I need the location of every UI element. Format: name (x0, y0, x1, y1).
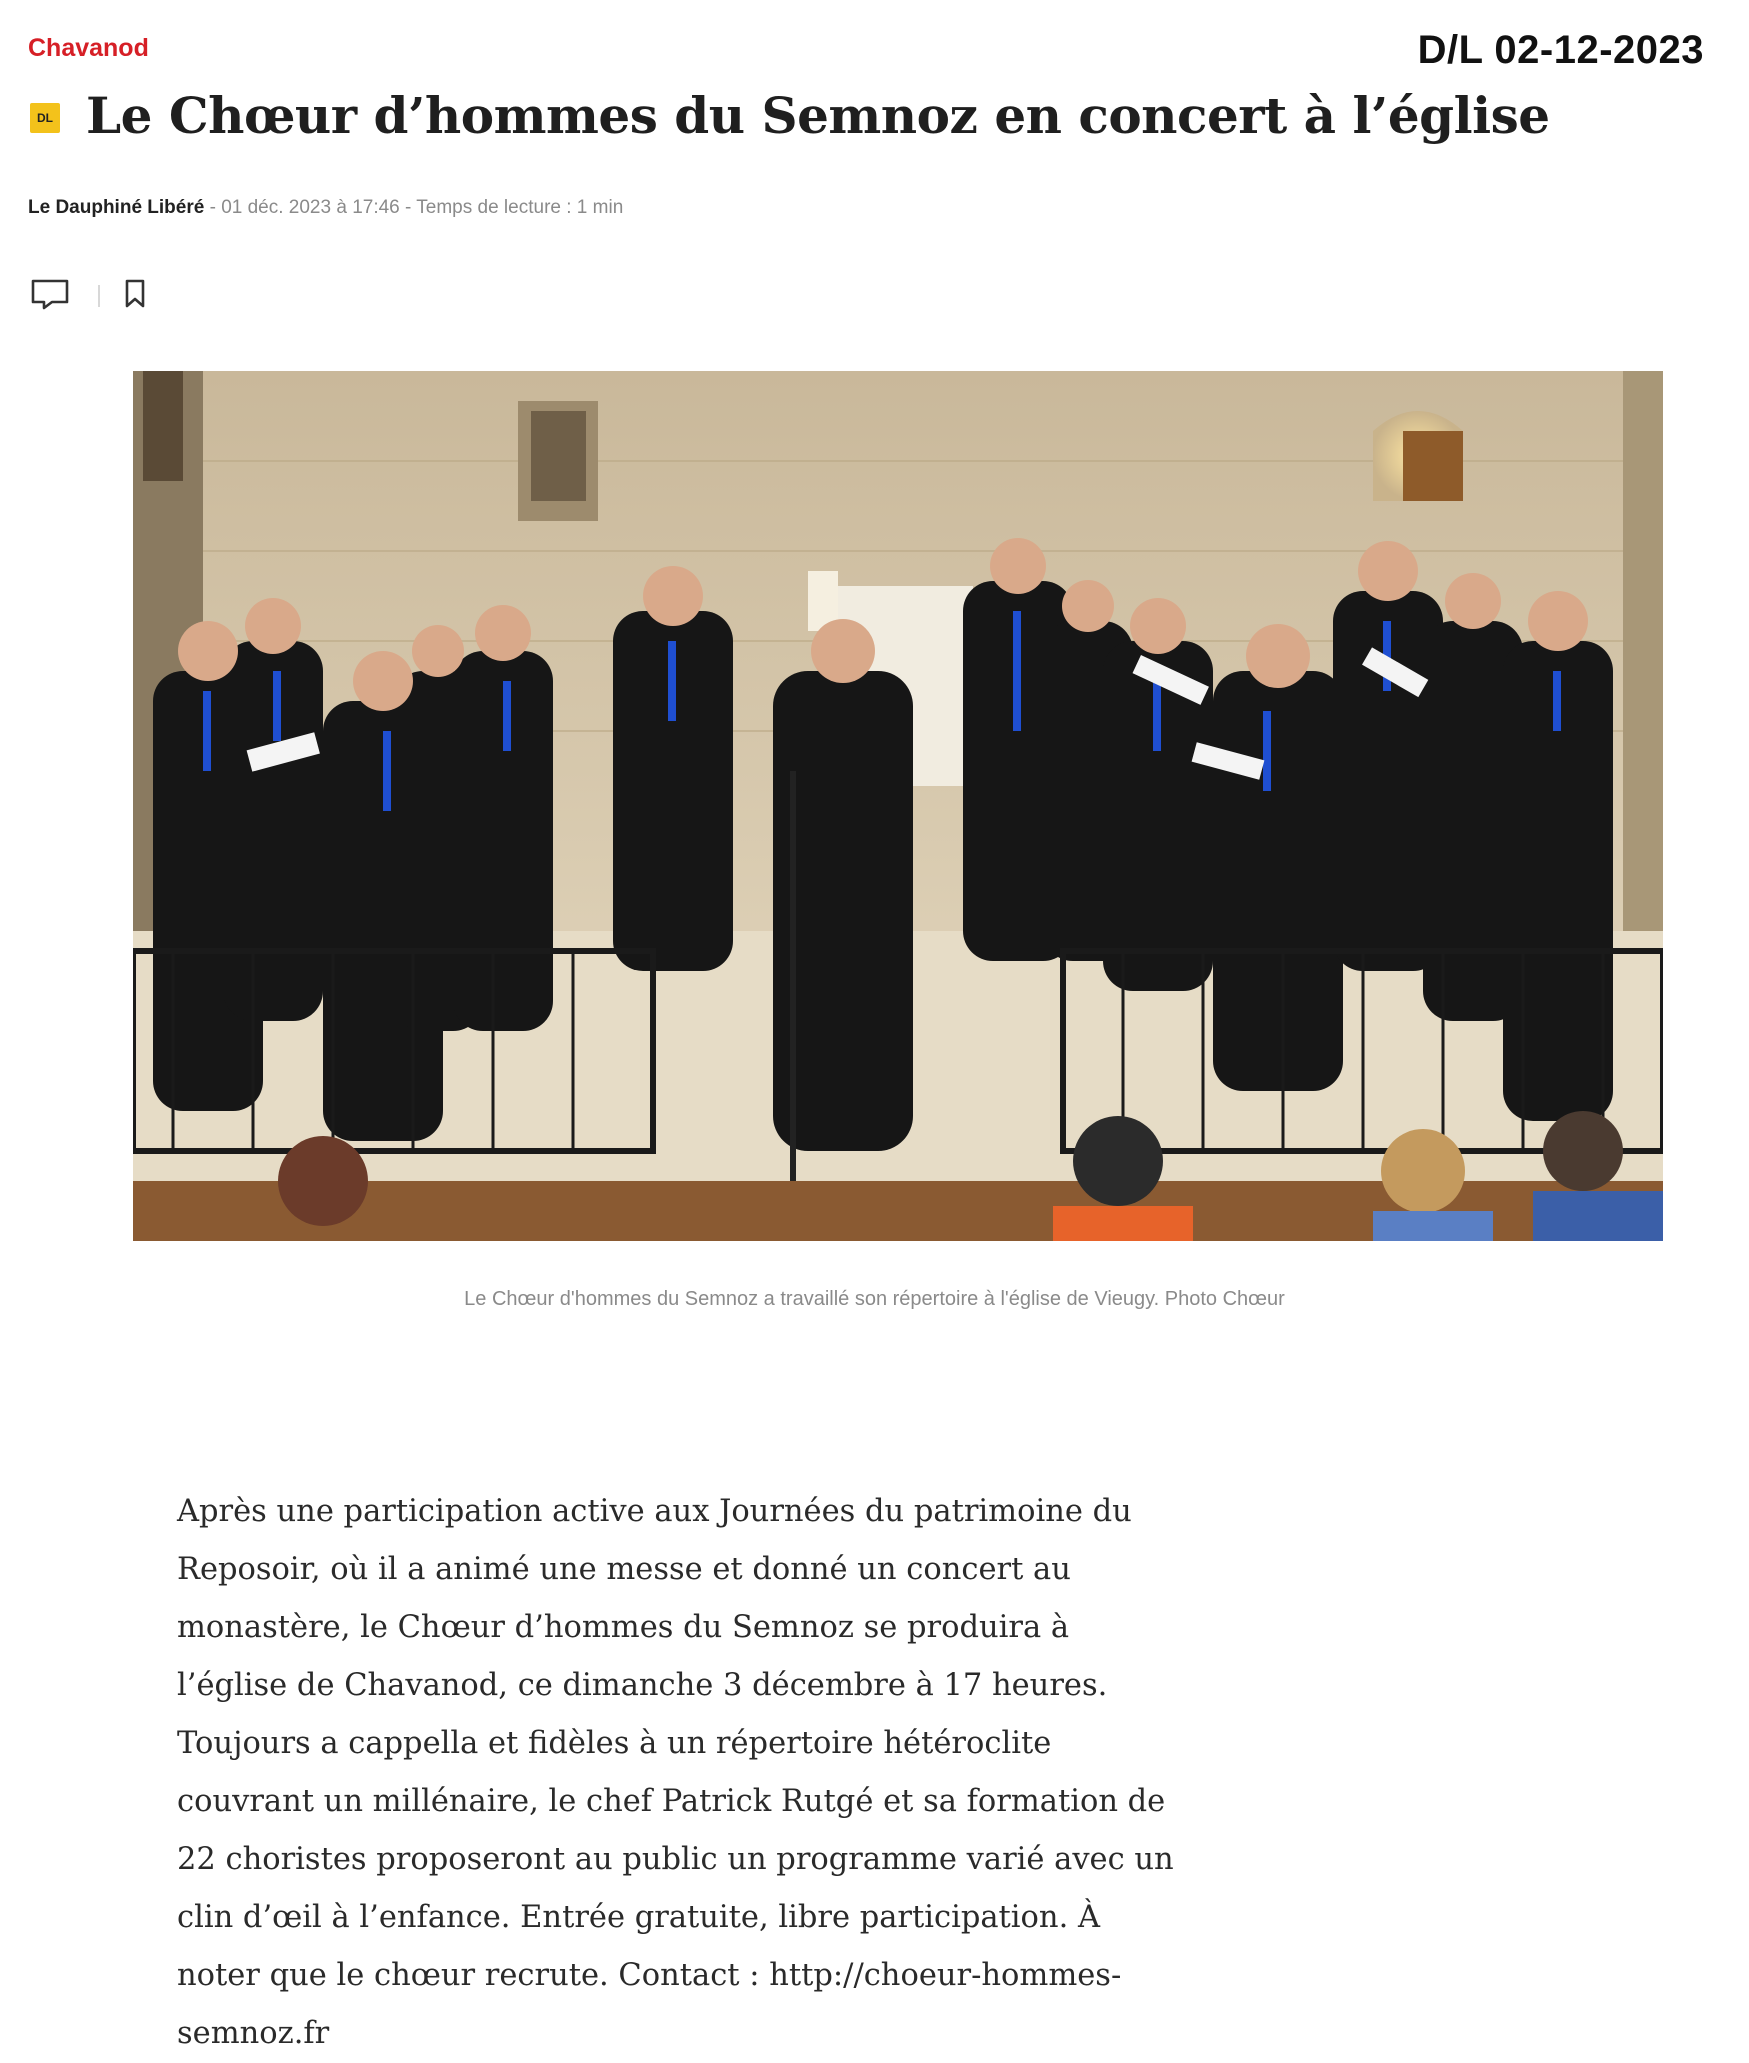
bookmark-icon[interactable] (122, 278, 148, 314)
article-photo (133, 371, 1663, 1241)
article-body: Après une participation active aux Journées du patrimoine du Reposoir, où il a animé une messe et donné un concert au monastère, le Chœur d’hommes du Semnoz se produira à l’église de Chavanod, ce dimanche 3 décembre à 17 heures. Toujours a cappella et fidèles à un répertoire hétéroclite couvrant un millénaire, le chef Patrick Rutgé et sa formation de 22 choristes proposeront au public un programme varié avec un clin d’œil à l’enfance. Entrée gratuite, libre participation. À noter que le chœur recrute. Contact : http://choeur-hommes-semnoz.fr (177, 1494, 1174, 2051)
comment-icon[interactable] (30, 278, 70, 314)
section-label[interactable]: Chavanod (28, 34, 149, 62)
date-stamp: D/L 02-12-2023 (1417, 28, 1704, 72)
title-row (30, 86, 1550, 145)
article-actions (30, 278, 148, 314)
publish-details: - 01 déc. 2023 à 17:46 - Temps de lecture : 1 min (204, 197, 624, 218)
publisher-name[interactable]: Le Dauphiné Libéré (28, 197, 205, 218)
photo-caption: Le Chœur d'hommes du Semnoz a travaillé son répertoire à l'église de Vieugy. Photo Chœur (464, 1288, 1285, 1310)
choir-photo-illustration (133, 371, 1663, 1241)
actions-divider (98, 285, 100, 307)
dauphine-logo-icon: DL (30, 103, 60, 133)
article-title: Le Chœur d’hommes du Semnoz en concert à l’église (86, 86, 1550, 145)
article-meta (28, 197, 623, 219)
